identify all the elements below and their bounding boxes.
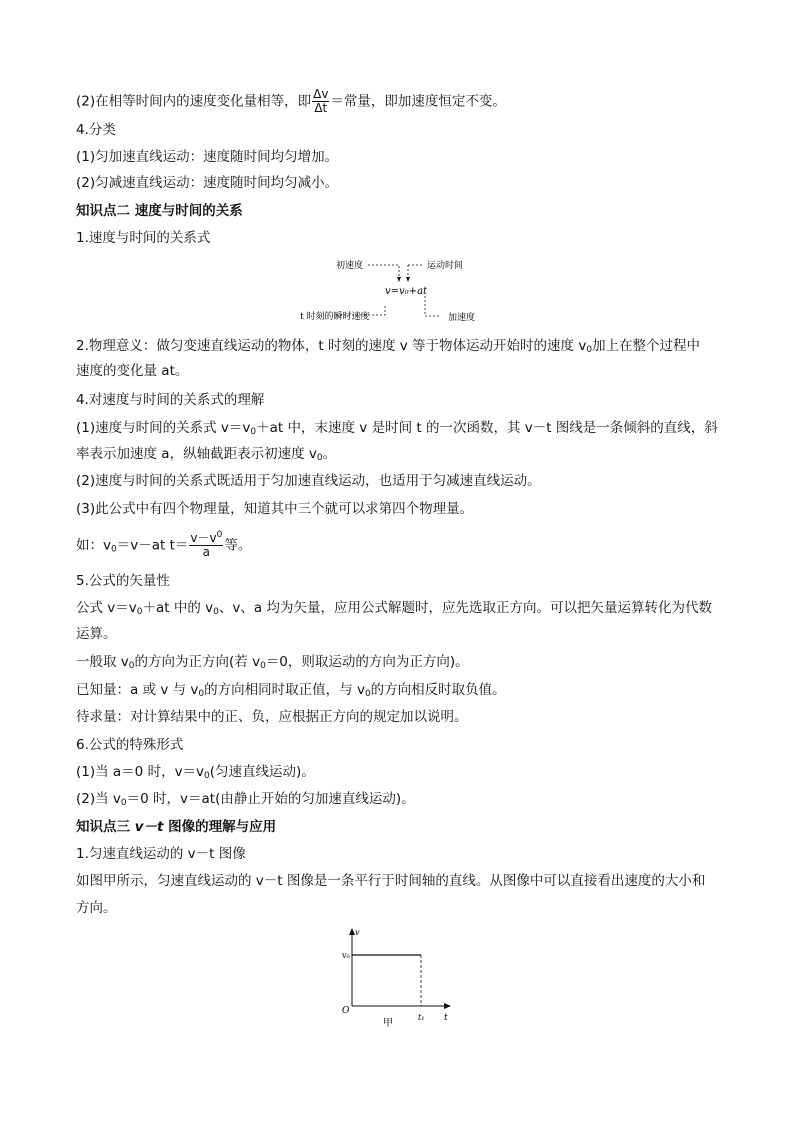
vector-line-5: 待求量：对计算结果中的正、负，应根据正方向的规定加以说明。: [76, 709, 468, 725]
formula-annotation-diagram: [300, 252, 520, 328]
para-velocity-change: (2)在相等时间内的速度变化量相等，即 $\frac{\Delta v}{\Delta t}$ ＝常量，即加速度恒定不变。: [76, 87, 506, 115]
meaning-line-1: 2.物理意义：做匀变速直线运动的物体，t 时刻的速度 v 等于物体运动开始时的速度 $v_0$加上在整个过程中: [76, 338, 701, 355]
classify-item-1: (1)匀加速直线运动：速度随时间均匀增加。: [76, 149, 339, 165]
heading-uniform: 1.匀速直线运动的 v－t 图像: [76, 846, 246, 862]
formula-v-equals: v=v₀+at: [385, 286, 428, 297]
label-acceleration: 加速度: [448, 313, 476, 323]
label-t1: t₁: [418, 1013, 425, 1022]
axis-label-v: v: [355, 928, 360, 937]
heading-special: 6.公式的特殊形式: [76, 737, 184, 753]
heading-understand: 4.对速度与时间的关系式的理解: [76, 392, 265, 408]
label-motion-time: 运动时间: [427, 261, 464, 271]
understand-3: (3)此公式中有四个物理量，知道其中三个就可以求第四个物理量。: [76, 501, 474, 517]
special-1: (1)当 a＝0 时，$v=v_0$(匀速直线运动)。: [76, 764, 315, 781]
fraction-time: $\frac{v-v^0}{a}$: [190, 530, 223, 559]
label-v0: v₀: [342, 951, 350, 960]
vt-graph-jia: [330, 925, 460, 1030]
heading-classify: 4.分类: [76, 122, 116, 138]
label-initial-velocity: 初速度: [336, 261, 364, 271]
section-title-kp3: 知识点三 v－t 图像的理解与应用: [76, 819, 277, 835]
origin-label: O: [342, 1006, 350, 1016]
label-instant-velocity: t 时刻的瞬时速度: [300, 312, 370, 322]
uniform-line-2: 方向。: [76, 900, 117, 916]
meaning-line-2: 速度的变化量 at。: [76, 363, 189, 379]
fraction-dv-dt: $\frac{\Delta v}{\Delta t}$: [313, 87, 329, 115]
section-title-kp2: 知识点二 速度与时间的关系: [76, 203, 243, 219]
vector-line-2: 运算。: [76, 626, 117, 642]
heading-formula: 1.速度与时间的关系式: [76, 230, 211, 246]
vector-line-3: 一般取 $v_0$的方向为正方向(若 $v_0=0$，则取运动的方向为正方向)。: [76, 654, 469, 671]
vector-line-4: 已知量：a 或 v 与 $v_0$的方向相同时取正值，与 $v_0$的方向相反时取负值。: [76, 682, 506, 699]
axis-label-t: t: [444, 1013, 448, 1023]
uniform-line-1: 如图甲所示，匀速直线运动的 v－t 图像是一条平行于时间轴的直线。从图像中可以直接看出速度的大小和: [76, 873, 706, 889]
special-2: (2)当 $v_0=0$ 时，v＝at(由静止开始的匀加速直线运动)。: [76, 791, 415, 808]
understand-1-line-2: 率表示加速度 a，纵轴截距表示初速度 $v_0$。: [76, 446, 337, 463]
example-formula: 如：$v_0=v-at$ t＝ $\frac{v-v^0}{a}$ 等。: [76, 530, 252, 559]
vector-line-1: 公式 $v=v_0+at$ 中的 $v_0$、v、a 均为矢量，应用公式解题时，应先选取正方向。可以把矢量运算转化为代数: [76, 600, 712, 617]
classify-item-2: (2)匀减速直线运动：速度随时间均匀减小。: [76, 175, 339, 191]
heading-vector: 5.公式的矢量性: [76, 573, 170, 589]
figure-caption: 甲: [383, 1018, 393, 1029]
understand-2: (2)速度与时间的关系式既适用于匀加速直线运动，也适用于匀减速直线运动。: [76, 473, 541, 489]
understand-1-line-1: (1)速度与时间的关系式 $v=v_0+at$ 中，末速度 v 是时间 t 的一次函数，其 v－t 图线是一条倾斜的直线，斜: [76, 420, 718, 437]
t-axis-arrow: [444, 1003, 451, 1009]
